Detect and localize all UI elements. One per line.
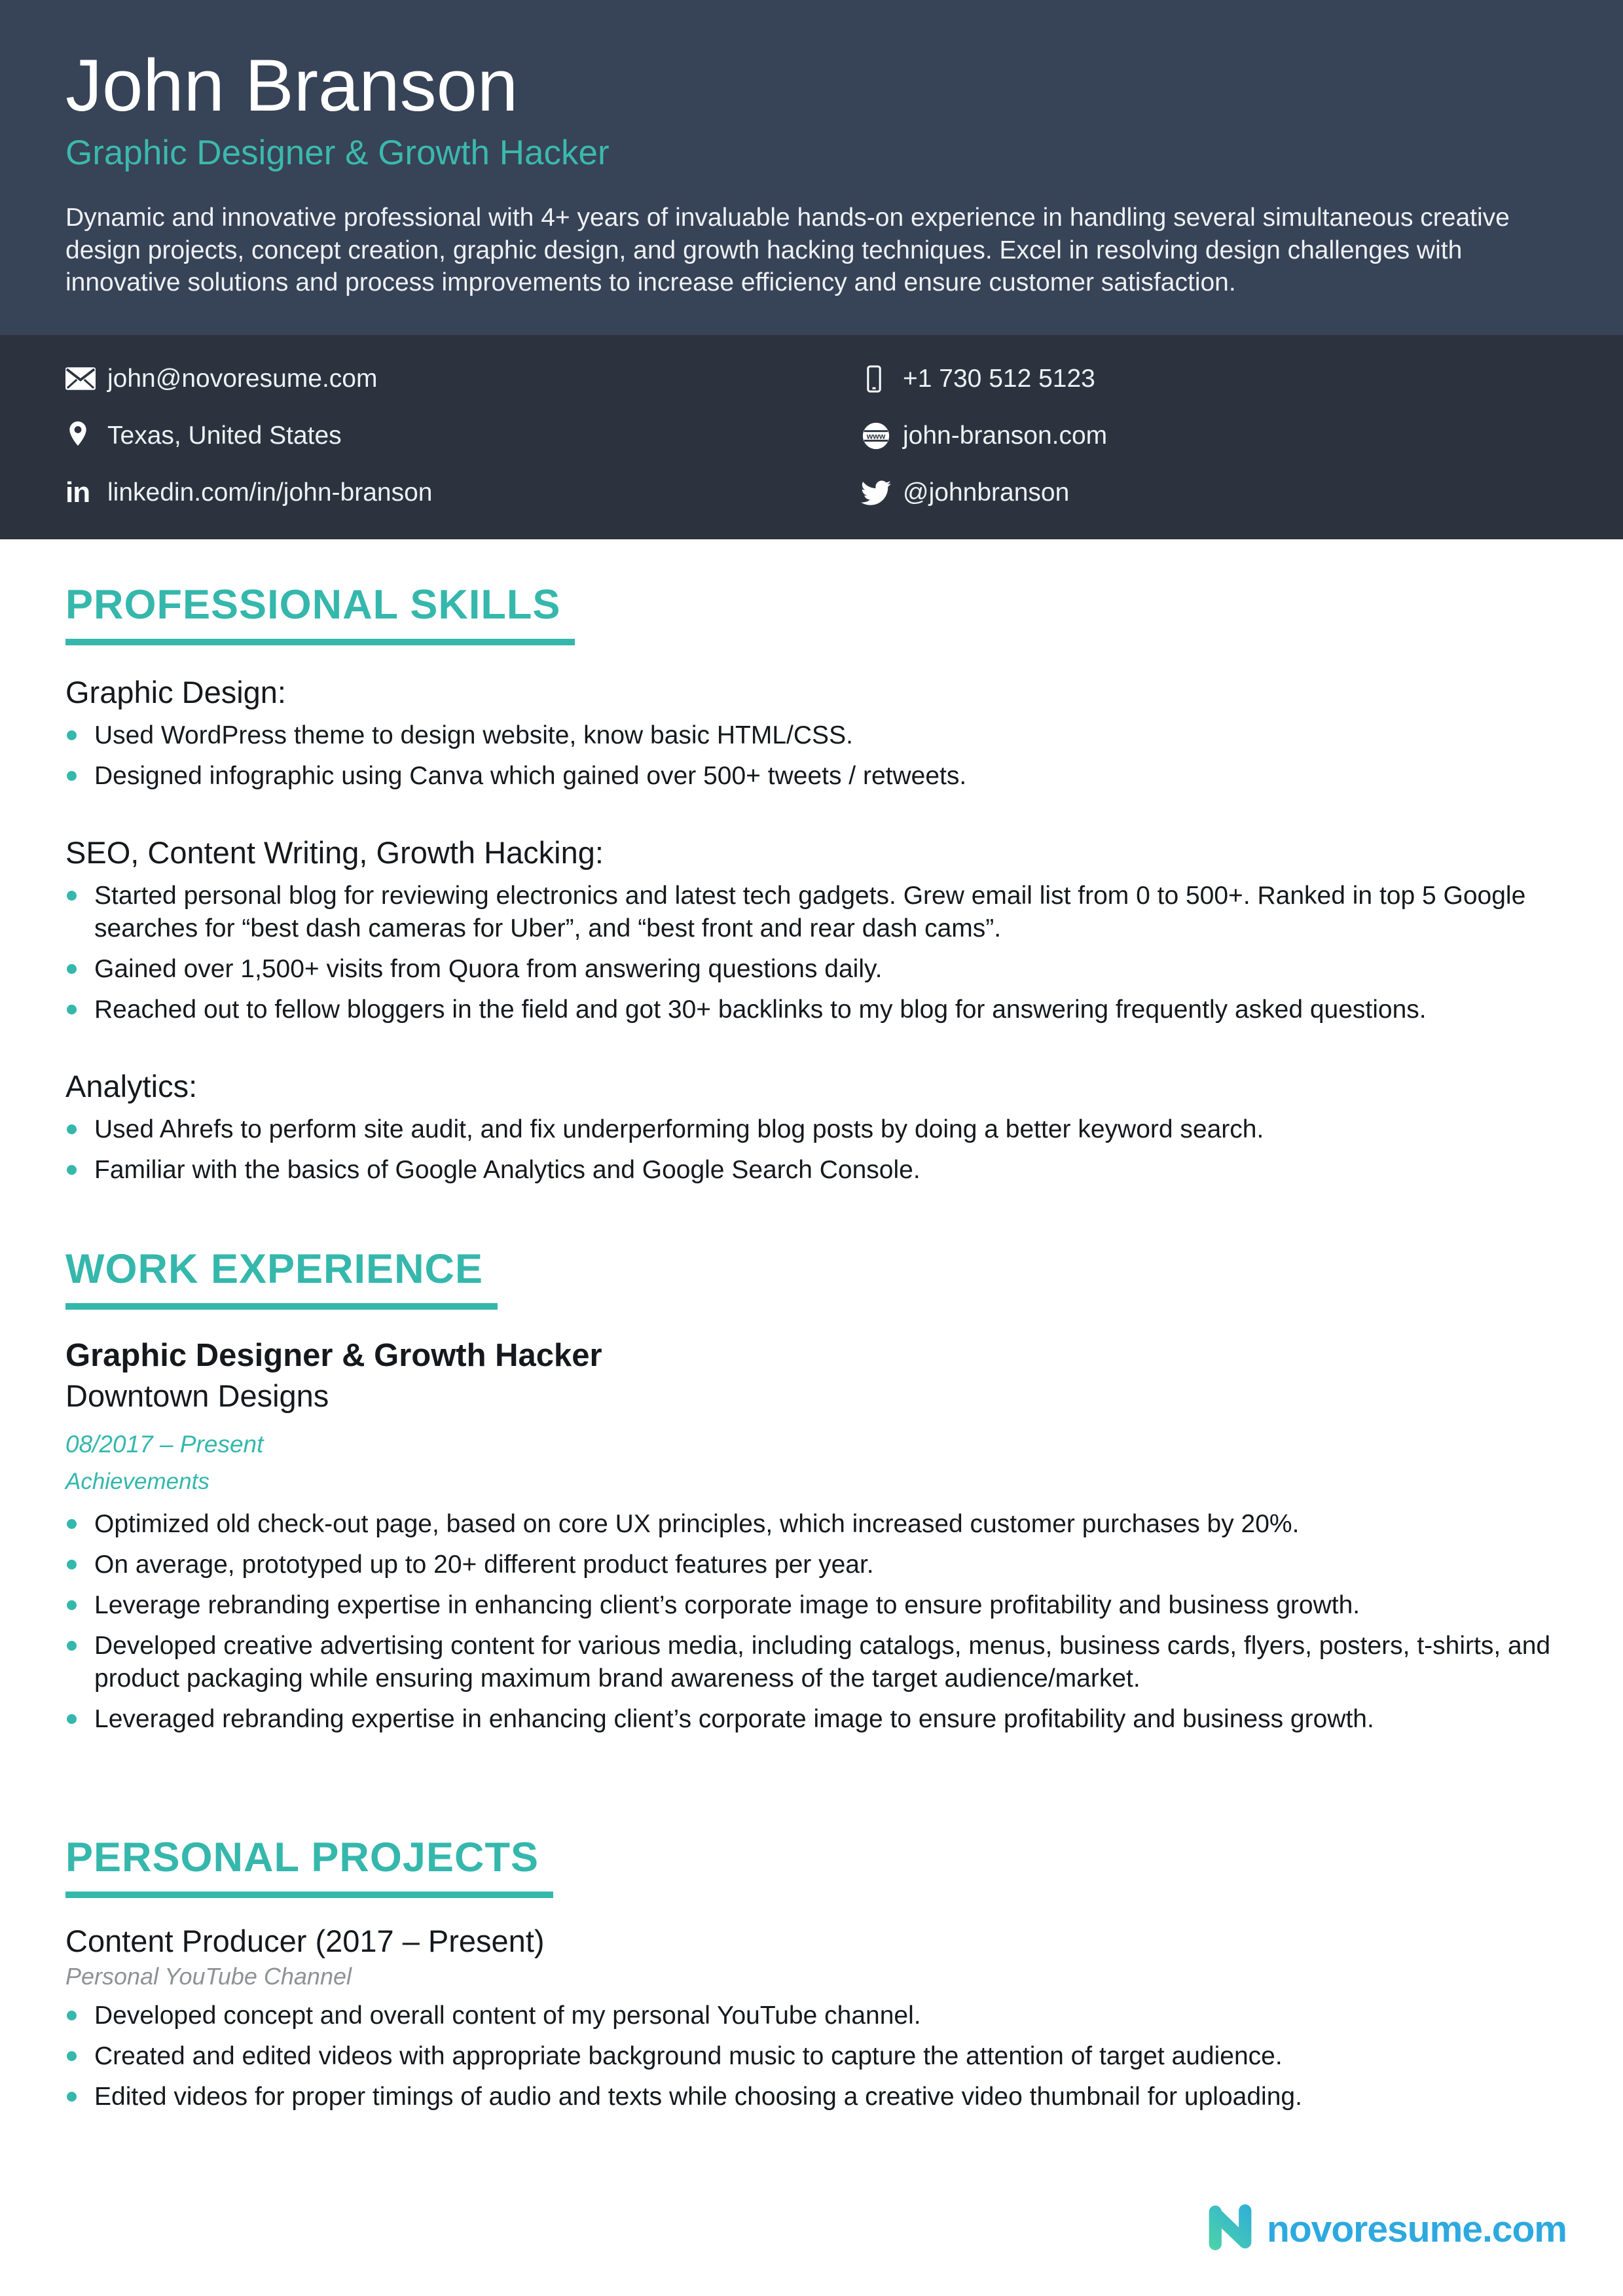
section-work-experience [65, 1246, 1558, 1736]
twitter-value: @johnbranson [903, 478, 1070, 507]
mobile-phone-icon [861, 364, 903, 394]
location-value: Texas, United States [107, 421, 342, 450]
contact-item-location [65, 420, 861, 452]
job-dates: 08/2017 – Present [65, 1430, 264, 1458]
skill-group-list [65, 880, 1558, 1026]
phone-value: +1 730 512 5123 [903, 364, 1095, 393]
contact-item-twitter[interactable] [861, 478, 1558, 508]
project-subtitle: Personal YouTube Channel [65, 1962, 352, 1990]
list-item: Gained over 1,500+ visits from Quora from answering questions daily. [65, 953, 1558, 986]
list-item: Leverage rebranding expertise in enhancing client’s corporate image to ensure profitability and business growth. [65, 1589, 1558, 1622]
list-item: Created and edited videos with appropriate background music to capture the attention of target audience. [65, 2040, 1558, 2073]
email-value: john@novoresume.com [107, 364, 378, 393]
skill-group-title: Analytics: [65, 1068, 198, 1103]
project-title: Content Producer (2017 – Present) [65, 1923, 545, 1958]
job-bullet-list [65, 1508, 1558, 1736]
contact-item-phone[interactable] [861, 364, 1558, 394]
candidate-title: Graphic Designer & Growth Hacker [65, 134, 610, 173]
list-item: Used Ahrefs to perform site audit, and fix underperforming blog posts by doing a better keyword search. [65, 1113, 1558, 1146]
resume-header [0, 0, 1623, 335]
list-item: Familiar with the basics of Google Analytics and Google Search Console. [65, 1154, 1558, 1187]
list-item: Used WordPress theme to design website, know basic HTML/CSS. [65, 719, 1558, 752]
skill-group-title: Graphic Design: [65, 674, 286, 709]
candidate-name: John Branson [65, 45, 519, 126]
contact-item-email[interactable] [65, 364, 861, 394]
list-item: On average, prototyped up to 20+ different product features per year. [65, 1549, 1558, 1581]
globe-www-icon [861, 421, 903, 451]
website-value: john-branson.com [903, 421, 1108, 450]
brand-wordmark: novoresume.com [1267, 2208, 1567, 2250]
contact-item-linkedin[interactable] [65, 478, 861, 508]
map-pin-icon [65, 420, 107, 452]
list-item: Developed creative advertising content for various media, including catalogs, menus, business cards, flyers, posters, t-shirts, and product packaging while ensuring maximum brand awareness of the target audience/market. [65, 1630, 1558, 1695]
list-item: Leveraged rebranding expertise in enhancing client’s corporate image to ensure profitability and business growth. [65, 1703, 1558, 1736]
job-company: Downtown Designs [65, 1378, 329, 1413]
summary-text: Dynamic and innovative professional with 4+ years of invaluable hands-on experience in handling several simultaneous creative design projects, concept creation, graphic design, and growth hacking techniques. Excel in resolving design challenges with innovative solutions and process improvements to increase efficiency and ensure customer satisfaction. [65, 204, 1510, 296]
skill-group-list [65, 719, 1558, 793]
contact-band [0, 335, 1623, 539]
resume-body [0, 581, 1623, 2113]
list-item: Designed infographic using Canva which gained over 500+ tweets / retweets. [65, 760, 1558, 793]
job-title: Graphic Designer & Growth Hacker [65, 1337, 602, 1373]
list-item: Started personal blog for reviewing electronics and latest tech gadgets. Grew email list from 0 to 500+. Ranked in top 5 Google searches for “best dash cameras for Uber”, and “best front and rear dash cams”. [65, 880, 1558, 945]
skill-group-title: SEO, Content Writing, Growth Hacking: [65, 834, 604, 870]
svg-text:www: www [866, 431, 886, 441]
list-item: Edited videos for proper timings of audio and texts while choosing a creative video thumbnail for uploading. [65, 2081, 1558, 2113]
achievements-label: Achievements [65, 1468, 210, 1494]
linkedin-value: linkedin.com/in/john-branson [107, 478, 433, 507]
section-personal-projects [65, 1834, 1558, 2113]
section-professional-skills [65, 581, 1558, 1187]
project-bullet-list [65, 2000, 1558, 2113]
section-heading-professional-skills: PROFESSIONAL SKILLS [65, 581, 575, 645]
skill-group-list [65, 1113, 1558, 1187]
section-heading-work-experience: WORK EXPERIENCE [65, 1246, 498, 1310]
novoresume-n-logo-icon [1203, 2200, 1258, 2258]
twitter-bird-icon [861, 478, 903, 508]
list-item: Developed concept and overall content of my personal YouTube channel. [65, 2000, 1558, 2032]
brand-link[interactable] [1203, 2200, 1567, 2258]
linkedin-icon: in [65, 476, 90, 509]
section-heading-personal-projects: PERSONAL PROJECTS [65, 1834, 553, 1898]
envelope-icon [65, 367, 107, 390]
list-item: Reached out to fellow bloggers in the field and got 30+ backlinks to my blog for answering frequently asked questions. [65, 994, 1558, 1026]
list-item: Optimized old check-out page, based on core UX principles, which increased customer purchases by 20%. [65, 1508, 1558, 1541]
contact-item-website[interactable] [861, 420, 1558, 452]
